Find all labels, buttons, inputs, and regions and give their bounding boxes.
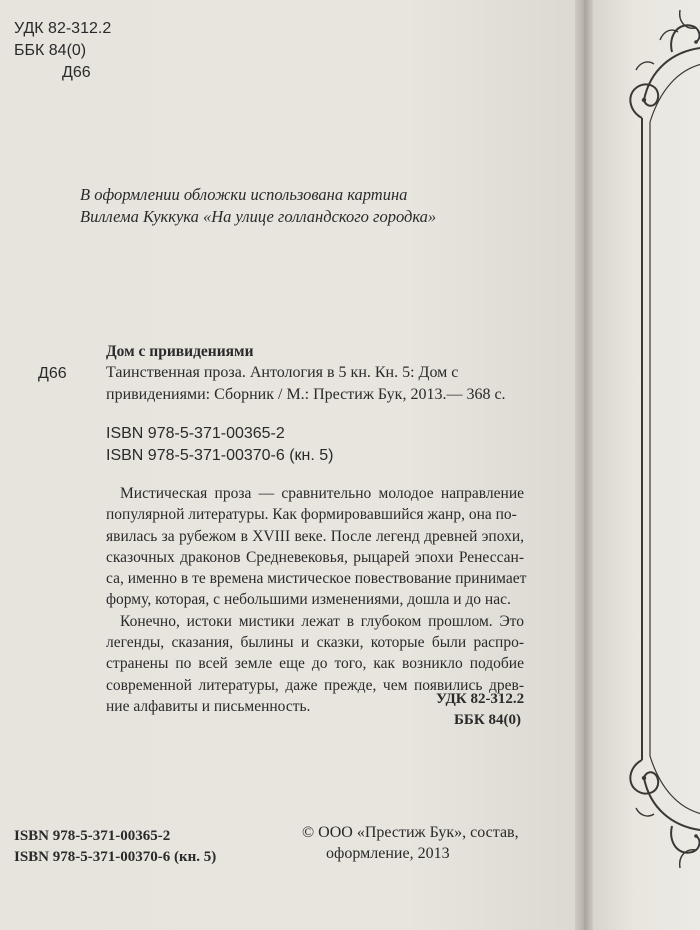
- abstract-paragraph: [106, 483, 527, 717]
- author-sign-bib: Д66: [38, 365, 67, 382]
- copyright-line2: оформление, 2013: [326, 845, 450, 862]
- isbn-volume: ISBN 978-5-371-00370-6 (кн. 5): [106, 447, 334, 464]
- abstract-line: странены по всей земле еще до того, как возникло подобие: [106, 655, 524, 673]
- abstract-line: современной литературы, даже прежде, чем появились древ-: [106, 676, 524, 694]
- abstract-line: са, именно в те времена мистическое повествование принимает: [106, 570, 527, 588]
- book-gutter: [575, 0, 593, 930]
- isbn-series: ISBN 978-5-371-00365-2: [106, 425, 285, 442]
- copyright-line1: © ООО «Престиж Бук», состав,: [302, 824, 519, 841]
- author-sign-top: Д66: [62, 64, 91, 81]
- bbk-code-top: ББК 84(0): [14, 42, 87, 59]
- abstract-line: легенды, сказания, былины и сказки, которые были распро-: [106, 634, 524, 652]
- abstract-line: популярной литературы. Как формировавшийся жанр, она по-: [106, 506, 517, 524]
- cover-note-line2: Виллема Куккука «На улице голландского городка»: [80, 207, 437, 226]
- bbk-code-bottom: ББК 84(0): [454, 712, 521, 728]
- abstract-line: ние алфавиты и письменность.: [106, 697, 311, 715]
- cover-note-line1: В оформлении обложки использована картина: [80, 185, 408, 204]
- bib-description-line1: Таинственная проза. Антология в 5 кн. Кн. 5: Дом с: [106, 364, 459, 381]
- footer-isbn-volume: ISBN 978-5-371-00370-6 (кн. 5): [14, 849, 217, 865]
- abstract-line: Мистическая проза — сравнительно молодое направление: [120, 485, 524, 502]
- udk-code-top: УДК 82-312.2: [14, 20, 112, 37]
- bib-description-line2: привидениями: Сборник / М.: Престиж Бук, 2013.— 368 с.: [106, 386, 506, 403]
- abstract-line: форму, которая, с небольшими изменениями, дошла и до нас.: [106, 591, 511, 609]
- ornamental-frame-icon: [620, 0, 700, 930]
- abstract-line: явилась за рубежом в XVIII веке. После легенд древней эпохи,: [106, 527, 524, 545]
- abstract-line: Конечно, истоки мистики лежат в глубоком прошлом. Это: [120, 612, 524, 630]
- book-title: Дом с привидениями: [106, 343, 254, 360]
- udk-code-bottom: УДК 82-312.2: [436, 691, 525, 707]
- footer-isbn-series: ISBN 978-5-371-00365-2: [14, 828, 171, 844]
- abstract-line: сказочных драконов Средневековья, рыцарей эпохи Ренессан-: [106, 548, 524, 566]
